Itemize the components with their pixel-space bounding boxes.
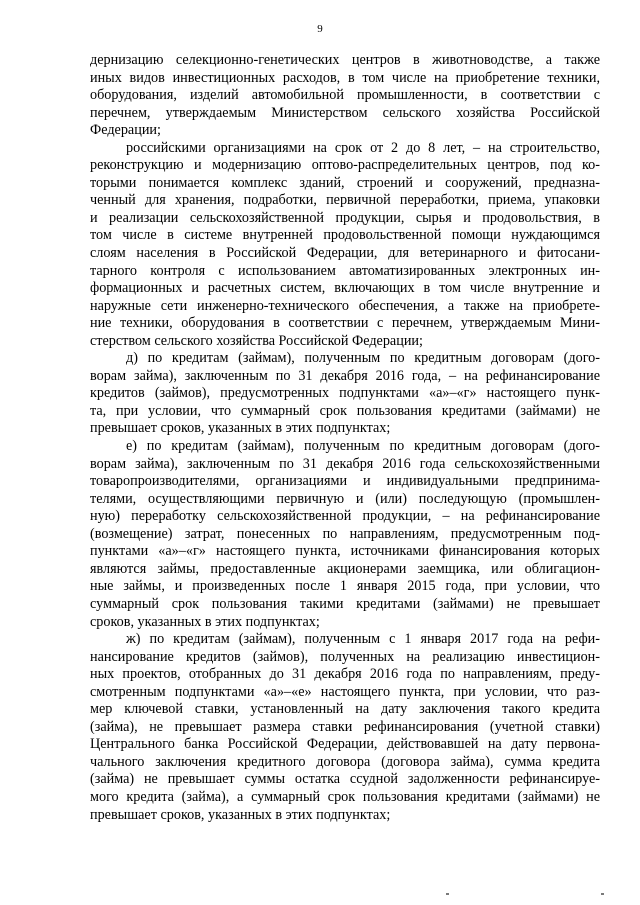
text-line: стерством сельского хозяйства Российской Федерации; <box>90 332 423 349</box>
text-line: превышает сроков, указанных в этих подпунктах; <box>90 420 391 437</box>
text-line: тарного контроля с использованием автоматизированных электронных ин- <box>90 262 600 279</box>
text-line: нансирование кредитов (займов), полученных на реализацию инвестицион- <box>90 648 600 665</box>
text-line: ние техники, оборудования в соответствии с перечнем, утверждаемым Мини- <box>90 315 600 332</box>
text-line: кредитов (займов), предусмотренных подпунктами «а»–«г» настоящего пунк- <box>90 385 600 402</box>
text-line: суммарный срок пользования такими кредитами (займами) не превышает <box>90 595 600 612</box>
text-line: оборудования, изделий автомобильной промышленности, в соответствии с <box>90 87 600 104</box>
text-line: телями, осуществляющими первичную и (или) последующую (промышлен- <box>90 490 600 507</box>
text-line: е) по кредитам (займам), полученным по кредитным договорам (дого- <box>126 438 600 455</box>
text-line: (займа), не превышает размера ставки рефинансирования (учетной ставки) <box>90 718 600 735</box>
text-line: ж) по кредитам (займам), полученным с 1 января 2017 года на рефи- <box>126 631 600 648</box>
text-line: Центрального банка Российской Федерации, действовавшей на дату первона- <box>90 736 600 753</box>
text-line: ворам займа), заключенным по 31 декабря 2016 года сельскохозяйственными <box>90 455 600 472</box>
document-body <box>90 52 600 824</box>
text-line: та, при условии, что суммарный срок пользования кредитами (займами) не <box>90 402 600 419</box>
text-line: ворам займа), заключенным по 31 декабря 2016 года, – на рефинансирование <box>90 367 600 384</box>
text-line: слоям населения в Российской Федерации, для ветеринарного и фитосани- <box>90 245 600 262</box>
text-line: формационных и расчетных систем, включающих в том числе внутренние и <box>90 280 600 297</box>
text-line: чального заключения кредитного договора (договора займа), сумма кредита <box>90 753 600 770</box>
text-line: сроков, указанных в этих подпунктах; <box>90 613 320 630</box>
text-line: ные займы, и произведенных после 1 января 2015 года, при условии, что <box>90 578 600 595</box>
text-line: (займа) не превышает суммы остатка ссудной задолженности рефинансируе- <box>90 771 600 788</box>
page-number: 9 <box>317 23 323 35</box>
text-line: реконструкцию и модернизацию оптово-распределительных центров, под ко- <box>90 157 600 174</box>
text-line: торыми понимается комплекс зданий, строений и сооружений, предназна- <box>90 174 600 191</box>
text-line: мер ключевой ставки, установленный на дату заключения такого кредита <box>90 701 600 718</box>
text-line: том числе в системе внутренней продовольственной помощи нуждающимся <box>90 227 600 244</box>
text-line: превышает сроков, указанных в этих подпунктах; <box>90 806 391 823</box>
text-line: дернизацию селекционно-генетических центров в животноводстве, а также <box>90 52 600 68</box>
text-line: пунктами «а»–«г» настоящего пункта, источниками финансирования которых <box>90 543 600 560</box>
text-line: Федерации; <box>90 122 161 139</box>
text-line: мого кредита (займа), а суммарный срок пользования кредитами (займами) не <box>90 788 600 805</box>
text-line: ных проектов, отобранных до 31 декабря 2016 года по направлениям, преду- <box>90 666 600 683</box>
text-line: смотренным подпунктами «а»–«е» настоящего пункта, при условии, что раз- <box>90 683 600 700</box>
text-line: и реализации сельскохозяйственной продукции, сырья и продовольствия, в <box>90 209 600 226</box>
text-line: (возмещение) затрат, понесенных по направлениям, предусмотренным под- <box>90 525 600 542</box>
text-line: ченный для хранения, подработки, первичной переработки, приема, упаковки <box>90 192 600 209</box>
text-line: являются займы, предоставленные акционерами заемщика, или облигацион- <box>90 560 600 577</box>
text-line: ную) переработку сельскохозяйственной продукции, – на рефинансирование <box>90 508 600 525</box>
text-line: перечнем, утверждаемым Министерством сельского хозяйства Российской <box>90 104 600 121</box>
text-line: д) по кредитам (займам), полученным по кредитным договорам (дого- <box>126 350 600 367</box>
text-line: российскими организациями на срок от 2 до 8 лет, – на строительство, <box>126 139 600 156</box>
text-line: иных видов инвестиционных расходов, в том числе на приобретение техники, <box>90 69 600 86</box>
text-line: наружные сети инженерно-технического обеспечения, а также на приобрете- <box>90 297 600 314</box>
text-line: товаропроизводителями, организациями и индивидуальными предпринима- <box>90 473 600 490</box>
scan-mark <box>601 893 604 895</box>
scan-mark <box>446 893 449 895</box>
